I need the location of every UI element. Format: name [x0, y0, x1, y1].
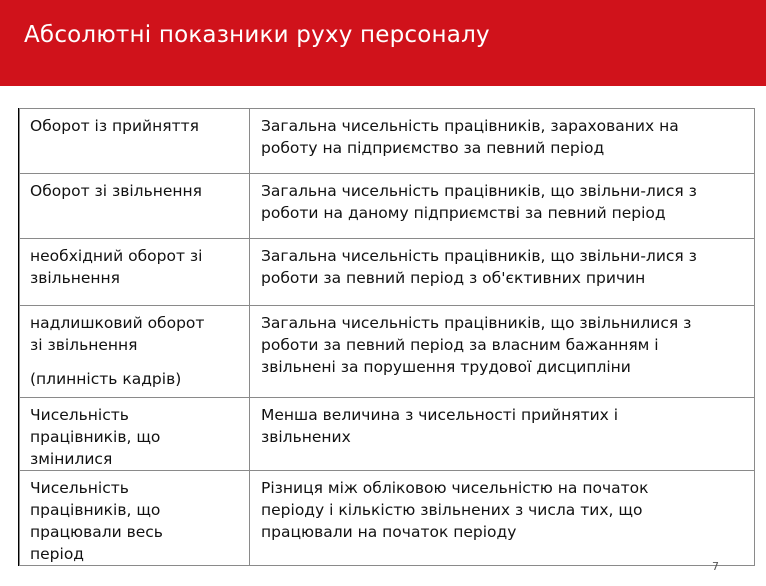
definition-cell: Загальна чисельність працівників, що звільнилися з роботи за певний період за власним бажанням і звільнені за порушення трудової дисципліни [250, 306, 755, 398]
term-cell: необхідний оборот зі звільнення [20, 239, 250, 306]
definition-cell: Різниця між обліковою чисельністю на початок періоду і кількістю звільнених з числа тих, що працювали на початок періоду [250, 471, 755, 566]
page-number: 7 [712, 560, 719, 573]
term-cell: Чисельність працівників, що працювали весь період [20, 471, 250, 566]
slide-title: Абсолютні показники руху персоналу [24, 22, 490, 48]
title-bar [0, 0, 766, 86]
table-row [20, 471, 755, 566]
definition-cell: Загальна чисельність працівників, що звільни-лися з роботи за певний період з об'єктивних причин [250, 239, 755, 306]
table-row [20, 174, 755, 239]
term-note: (плинність кадрів) [30, 370, 182, 388]
table-row [20, 306, 755, 398]
term-cell: Оборот зі звільнення [20, 174, 250, 239]
term-cell: Оборот із прийняття [20, 109, 250, 174]
definition-cell: Загальна чисельність працівників, що звільни-лися з роботи на даному підприємстві за певний період [250, 174, 755, 239]
definition-cell: Загальна чисельність працівників, зарахованих на роботу на підприємство за певний період [250, 109, 755, 174]
term-cell: надлишковий оборот зі звільнення (плинність кадрів) [20, 306, 250, 398]
table-row [20, 398, 755, 471]
indicators-table [19, 108, 755, 566]
indicators-table-wrap [19, 108, 766, 566]
table-row [20, 109, 755, 174]
definition-cell: Менша величина з чисельності прийнятих і звільнених [250, 398, 755, 471]
term-cell: Чисельність працівників, що змінилися [20, 398, 250, 471]
table-row [20, 239, 755, 306]
